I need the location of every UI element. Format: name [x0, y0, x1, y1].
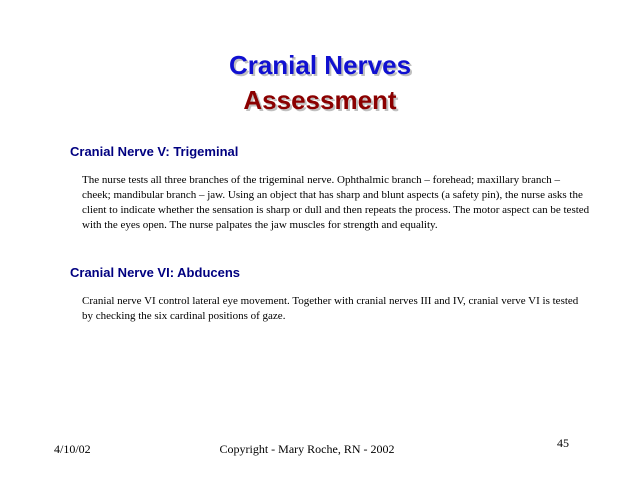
section-body-trigeminal: The nurse tests all three branches of the trigeminal nerve. Ophthalmic branch – forehead; maxillary branch – cheek; mandibular branch – jaw. Using an object that has sharp and blunt aspects (a safety pin), the nurse asks the client to indicate whether the sensation is sharp or dull and then repeats the process. The motor aspect can be tested with the eyes open. The nurse palpates the jaw muscles for strength and equality.	[82, 174, 590, 231]
section-heading-abducens: Cranial Nerve VI: Abducens	[70, 265, 241, 280]
footer-copyright: Copyright - Mary Roche, RN - 2002	[219, 442, 395, 456]
page-number: 45	[557, 436, 569, 450]
section-heading-trigeminal: Cranial Nerve V: Trigeminal	[70, 144, 239, 159]
section-body-abducens: Cranial nerve VI control lateral eye movement. Together with cranial nerves III and IV, cranial verve VI is tested by checking the six cardinal positions of gaze.	[82, 295, 579, 322]
footer-date: 4/10/02	[54, 442, 91, 456]
slide-title-line-1: Cranial Nerves	[228, 50, 412, 80]
slide-title-line-2: Assessment	[243, 85, 397, 115]
